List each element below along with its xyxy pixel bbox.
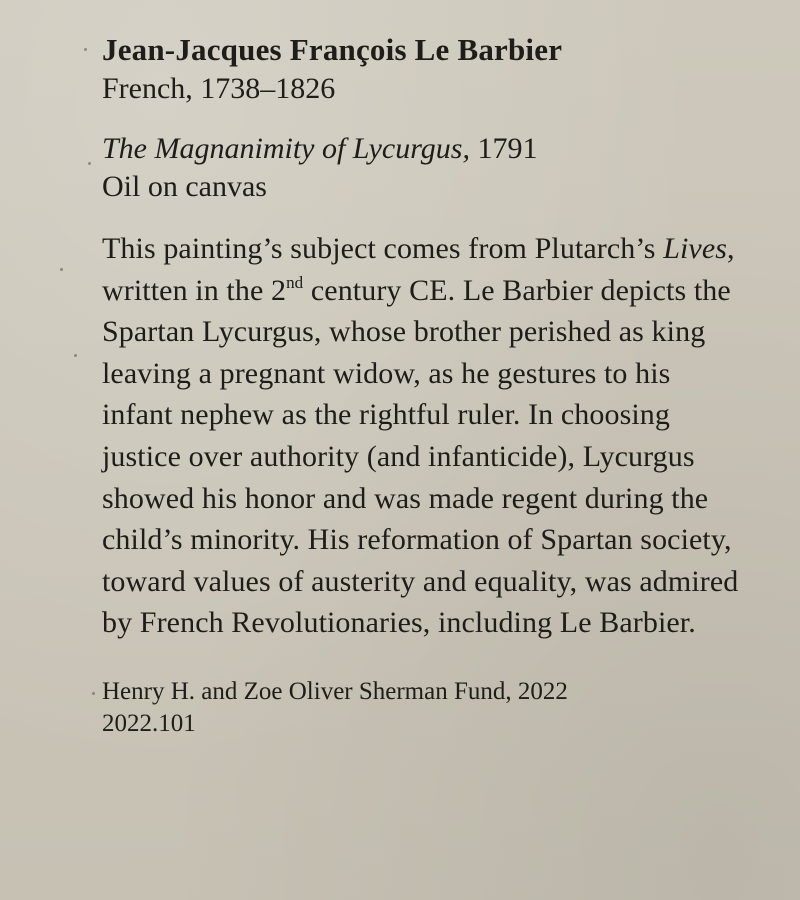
description-text-2: , written in the 2	[102, 232, 735, 307]
description-text-1: This painting’s subject comes from Plutarch’s	[102, 232, 664, 265]
credit-line	[102, 676, 782, 740]
artwork-description	[102, 228, 742, 644]
description-italic-title: Lives	[663, 232, 728, 265]
wall-speck	[60, 268, 63, 271]
description-superscript: nd	[286, 272, 304, 292]
wall-speck	[88, 162, 91, 165]
wall-speck	[92, 692, 95, 695]
artwork-medium: Oil on canvas	[102, 170, 267, 203]
artwork-title-line	[102, 130, 782, 168]
accession-number: 2022.101	[102, 709, 196, 737]
artist-nationality-dates: French, 1738–1826	[102, 72, 336, 105]
artwork-title: The Magnanimity of Lycurgus,	[102, 132, 470, 165]
artwork-info	[102, 130, 782, 206]
artist-name: Jean-Jacques François Le Barbier	[102, 32, 563, 67]
wall-speck	[74, 354, 77, 357]
description-paragraph	[102, 228, 742, 644]
credit-fund: Henry H. and Zoe Oliver Sherman Fund, 2022	[102, 677, 568, 705]
museum-wall-label	[102, 30, 782, 740]
artwork-year: 1791	[477, 132, 538, 165]
description-text-3: century CE. Le Barbier depicts the Spartan Lycurgus, whose brother perished as king leaving a pregnant widow, as he gestures to his infant nephew as the rightful ruler. In choosing justice over authority (and infanticide), Lycurgus showed his honor and was made regent during the child’s minority. His reformation of Spartan society, toward values of austerity and equality, was admired by French Revolutionaries, including Le Barbier.	[102, 273, 739, 640]
wall-speck	[84, 48, 87, 51]
